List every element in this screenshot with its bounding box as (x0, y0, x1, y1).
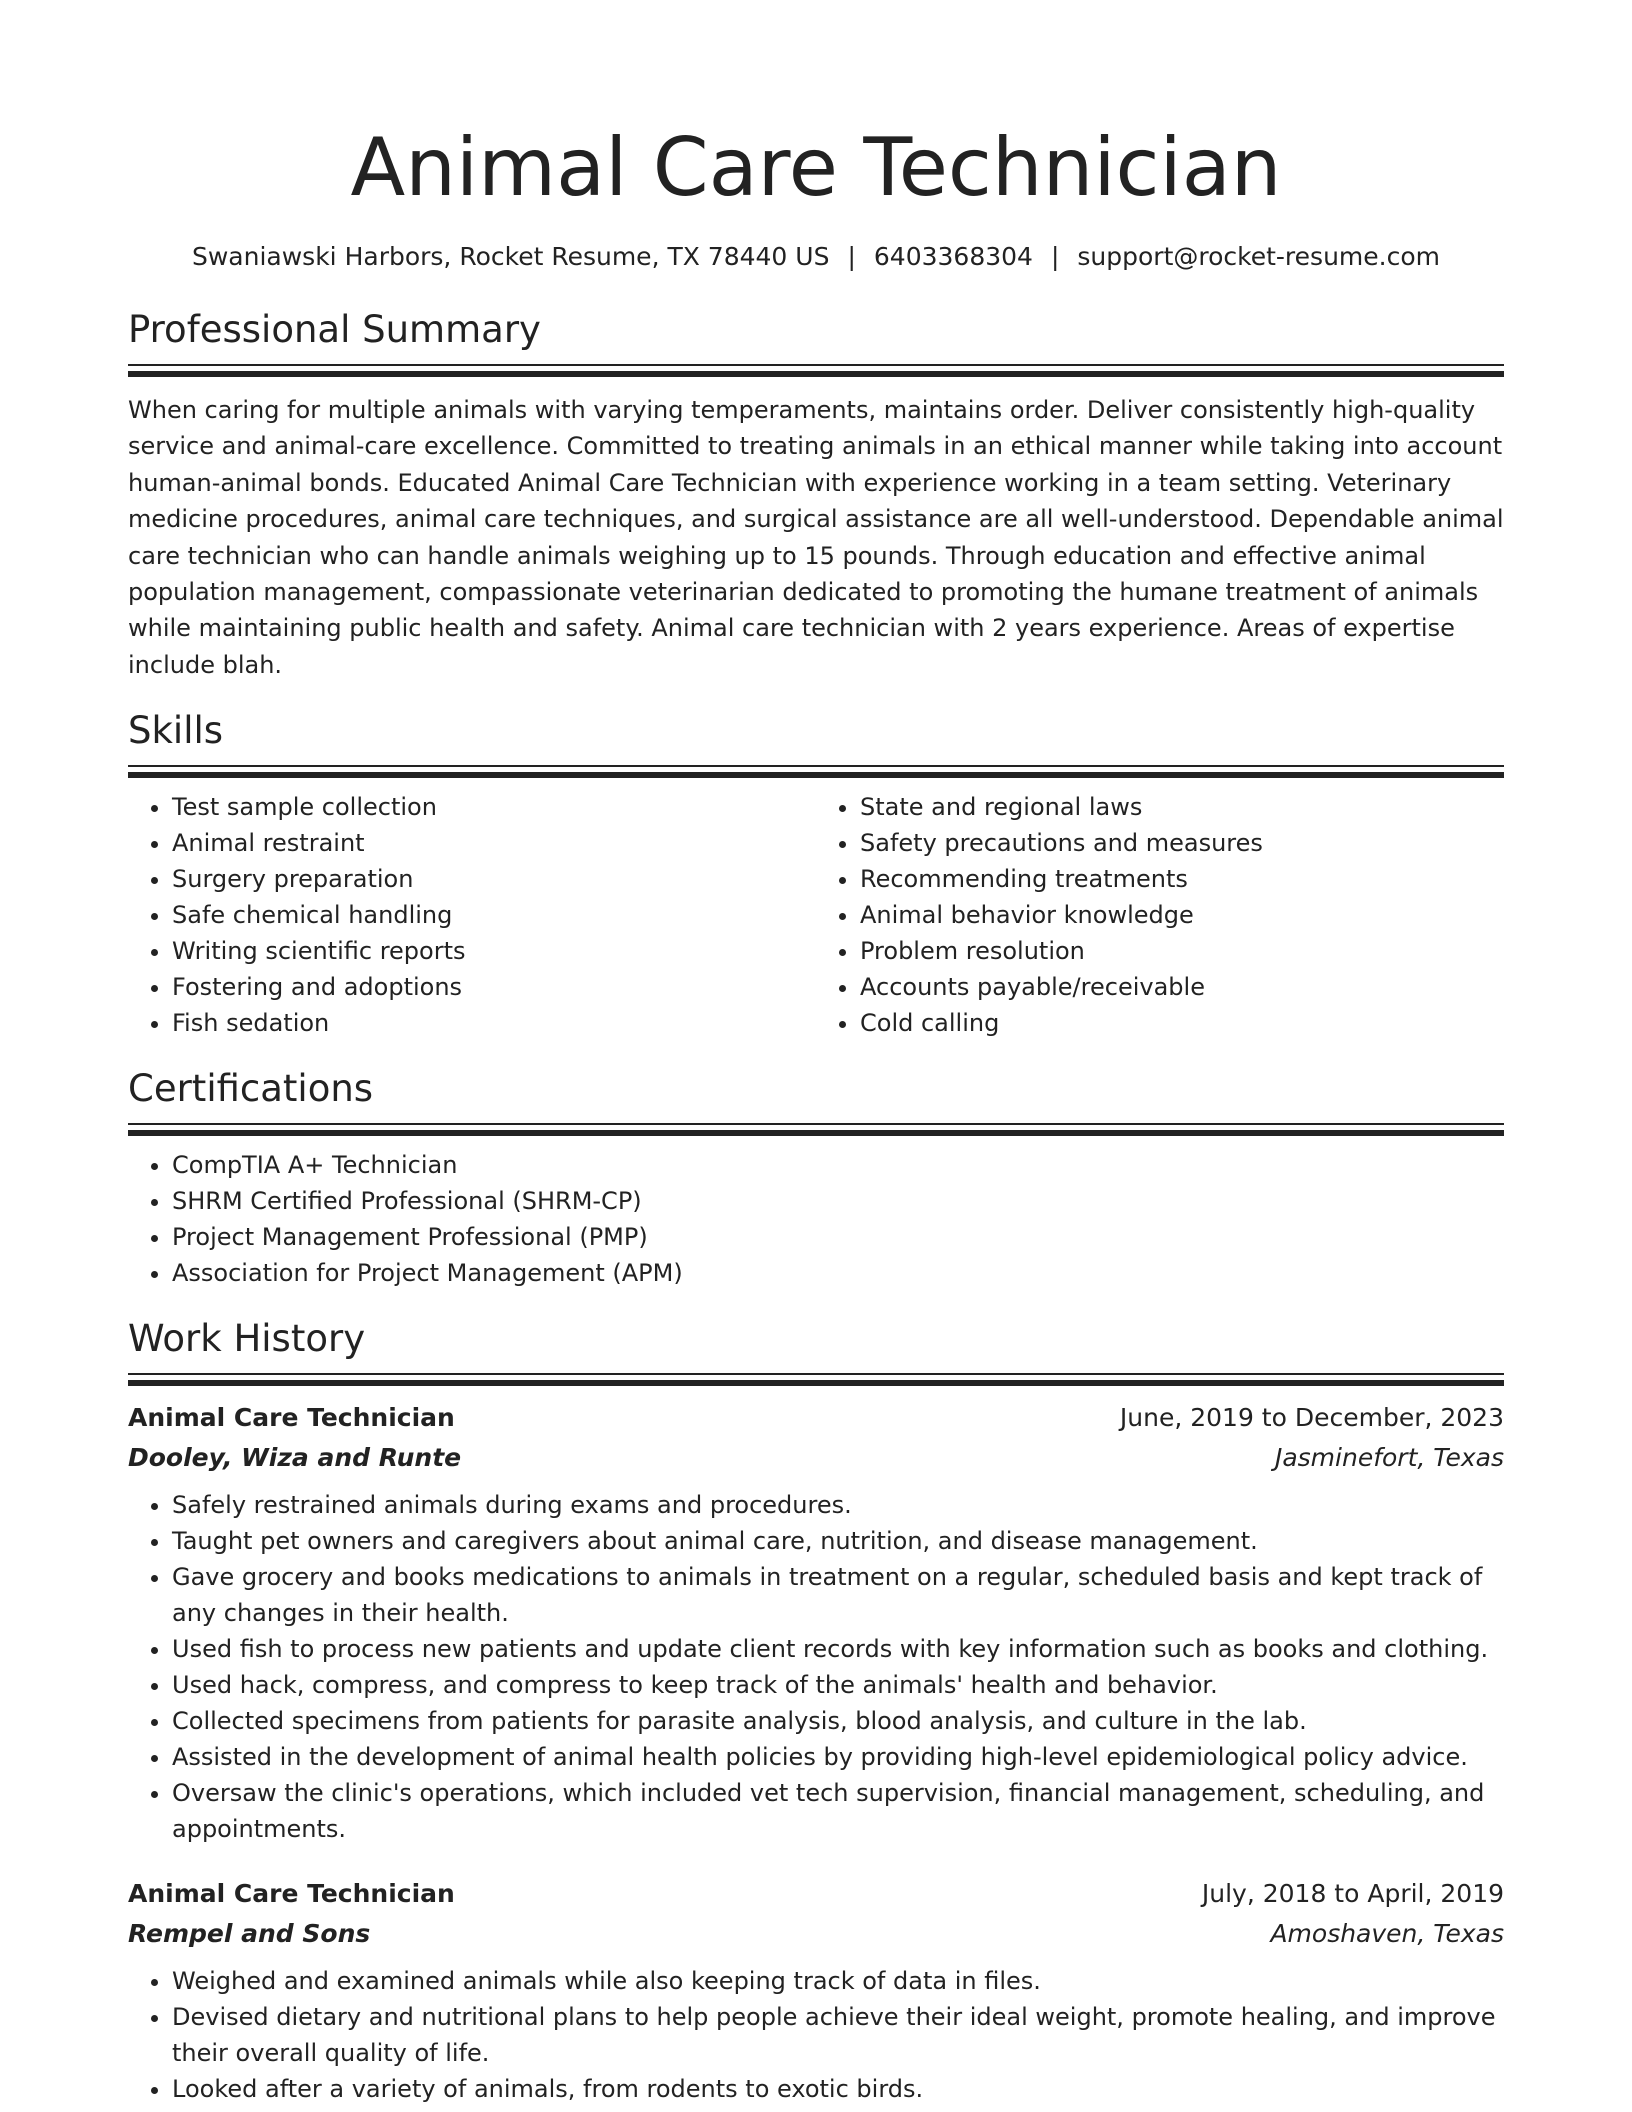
summary-text: When caring for multiple animals with varying temperaments, maintains order. Deliver consistently high-quality service and animal-care excellence. Committed to treating animals in an ethical manner while taking into account human-animal bonds. Educated Animal Care Technician with experience working in a team setting. Veterinary medicine procedures, animal care techniques, and surgical assistance are all well-understood. Dependable animal care technician who can handle animals weighing up to 15 pounds. Through education and effective animal population management, compassionate veterinarian dedicated to promoting the humane treatment of animals while maintaining public health and safety. Animal care technician with 2 years experience. Areas of expertise include blah. (128, 396, 1504, 679)
contact-separator: | (847, 242, 856, 271)
job-company: Dooley, Wiza and Runte (128, 1443, 462, 1473)
contact-phone: 6403368304 (873, 242, 1033, 271)
section-title-skills: Skills (128, 709, 224, 753)
skill-item: • Writing scientific reports (172, 933, 816, 969)
summary-section (128, 306, 1504, 683)
job-subheader (128, 1915, 1504, 1953)
skills-list-right (816, 789, 1504, 1041)
job-bullet: • Taught pet owners and caregivers about animal care, nutrition, and disease management. (172, 1523, 1504, 1559)
skills-section (128, 707, 1504, 1041)
skill-item: • Animal restraint (172, 825, 816, 861)
section-title-summary: Professional Summary (128, 308, 541, 351)
resume-name: Animal Care Technician (350, 121, 1282, 214)
job-location: Amoshaven, Texas (1270, 1919, 1504, 1949)
job-title: Animal Care Technician (128, 1403, 455, 1433)
certification-item: • Project Management Professional (PMP) (172, 1219, 1504, 1255)
skills-grid (128, 779, 1504, 1041)
job-bullet: • Assisted in the development of animal health policies by providing high-level epidemiological policy advice. (172, 1739, 1504, 1775)
skill-item: • Recommending treatments (860, 861, 1504, 897)
section-divider (128, 1123, 1504, 1137)
contact-separator: | (1050, 242, 1060, 271)
work-history-section (128, 1315, 1504, 2107)
certifications-section (128, 1065, 1504, 1291)
job-bullet: • Devised dietary and nutritional plans to help people achieve their ideal weight, promote healing, and improve their overall quality of life. (172, 1999, 1504, 2071)
job-bullet: • Safely restrained animals during exams and procedures. (172, 1487, 1504, 1523)
certification-item: • CompTIA A+ Technician (172, 1147, 1504, 1183)
skill-item: • Fish sedation (172, 1005, 816, 1041)
job-header (128, 1875, 1504, 1913)
skills-list-left (128, 789, 816, 1041)
section-title-certifications: Certifications (128, 1067, 374, 1111)
skill-item: • Cold calling (860, 1005, 1504, 1041)
job-entry (128, 1399, 1504, 1847)
job-bullet: • Gave grocery and books medications to animals in treatment on a regular, scheduled basis and kept track of any changes in their health. (172, 1559, 1504, 1631)
job-bullets (128, 1963, 1504, 2107)
contact-email: support@rocket-resume.com (1077, 242, 1440, 271)
skill-item: • Fostering and adoptions (172, 969, 816, 1005)
job-bullet: • Used fish to process new patients and update client records with key information such as books and clothing. (172, 1631, 1504, 1667)
certification-item: • Association for Project Management (APM) (172, 1255, 1504, 1291)
skill-item: • Accounts payable/receivable (860, 969, 1504, 1005)
skill-item: • Test sample collection (172, 789, 816, 825)
job-location: Jasminefort, Texas (1274, 1443, 1504, 1473)
skill-item: • Safe chemical handling (172, 897, 816, 933)
certifications-list (128, 1147, 1504, 1291)
job-title: Animal Care Technician (128, 1879, 455, 1909)
job-header (128, 1399, 1504, 1437)
section-divider (128, 364, 1504, 378)
skill-item: • Surgery preparation (172, 861, 816, 897)
section-title-work-history: Work History (128, 1317, 366, 1361)
job-bullet: • Collected specimens from patients for parasite analysis, blood analysis, and culture in the lab. (172, 1703, 1504, 1739)
job-entry (128, 1875, 1504, 2107)
section-divider (128, 765, 1504, 779)
skill-item: • Animal behavior knowledge (860, 897, 1504, 933)
contact-line (128, 240, 1504, 274)
certification-item: • SHRM Certified Professional (SHRM-CP) (172, 1183, 1504, 1219)
skill-item: • Safety precautions and measures (860, 825, 1504, 861)
contact-address: Swaniawski Harbors, Rocket Resume, TX 78440 US (191, 242, 830, 271)
job-bullet: • Looked after a variety of animals, from rodents to exotic birds. (172, 2071, 1504, 2107)
resume-page (128, 0, 1504, 2107)
job-dates: July, 2018 to April, 2019 (1201, 1879, 1504, 1909)
skill-item: • State and regional laws (860, 789, 1504, 825)
job-dates: June, 2019 to December, 2023 (1119, 1403, 1504, 1433)
job-bullet: • Oversaw the clinic's operations, which included vet tech supervision, financial management, scheduling, and appointments. (172, 1775, 1504, 1847)
job-bullets (128, 1487, 1504, 1847)
job-bullet: • Used hack, compress, and compress to keep track of the animals' health and behavior. (172, 1667, 1504, 1703)
job-bullet: • Weighed and examined animals while also keeping track of data in files. (172, 1963, 1504, 1999)
skill-item: • Problem resolution (860, 933, 1504, 969)
section-divider (128, 1373, 1504, 1387)
job-company: Rempel and Sons (128, 1919, 371, 1949)
job-subheader (128, 1439, 1504, 1477)
